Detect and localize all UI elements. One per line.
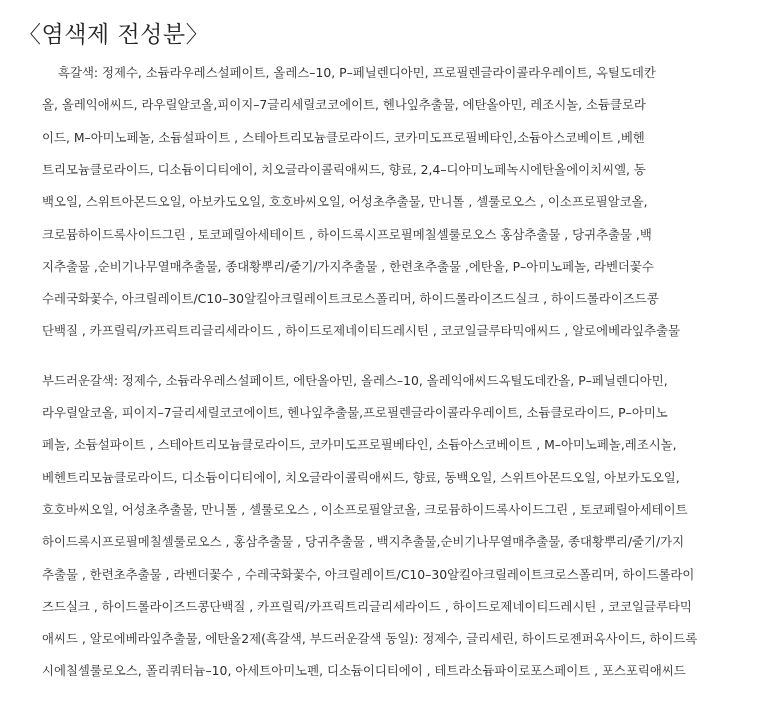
ingredient-line: 백오일, 스위트아몬드오일, 아보카도오일, 호호바씨오일, 어성초추출물, 만니톨 , 셀룰로오스 , 이소프로필알코올,: [42, 194, 648, 209]
ingredient-line: 추출물 , 한련초추출물 , 라벤더꽃수 , 수레국화꽃수, 아크릴레이트/C10–30알킬아크릴레이트크로스폴리머, 하이드롤라이: [42, 567, 695, 582]
ingredient-line: 지추출물 ,순비기나무열매추출물, 종대황뿌리/줄기/가지추출물 , 한련초추출물 ,에탄올, P–아미노페놀, 라벤더꽃수: [42, 259, 654, 274]
ingredient-line: 이드, M–아미노페놀, 소듐설파이트 , 스테아트리모늄클로라이드, 코카미도프로필베타인,소듐아스코베이트 ,베헨: [42, 130, 645, 145]
ingredient-line: 트리모늄클로라이드, 디소듐이디티에이, 치오글라이콜릭애씨드, 향료, 2,4–디아미노페녹시에탄올에이치씨엘, 동: [42, 162, 646, 177]
ingredient-line: 크로뮴하이드록사이드그린 , 토코페릴아세테이트 , 하이드록시프로필메칠셀룰로오스 홍삼추출물 , 당귀추출물 ,백: [42, 227, 652, 242]
ingredient-line: 즈드실크 , 하이드롤라이즈드콩단백질 , 카프릴릭/카프릭트리글리세라이드 , 하이드로제네이티드레시틴 , 코코일글루타믹: [42, 599, 692, 614]
ingredient-line: 수레국화꽃수, 아크릴레이트/C10–30알킬아크릴레이트크로스폴리머, 하이드롤라이즈드실크 , 하이드롤라이즈드콩: [42, 291, 659, 306]
ingredient-line: 올, 올레익애씨드, 라우릴알코올,피이지–7글리세릴코코에이트, 헨나잎추출물, 에탄올아민, 레조시놀, 소듐클로라: [42, 97, 646, 112]
page-title: 〈염색제 전성분〉: [18, 22, 210, 48]
ingredient-line: 호호바씨오일, 어성초추출물, 만니톨 , 셀룰로오스 , 이소프로필알코올, 크로뮴하이드록사이드그린 , 토코페릴아세테이트: [42, 502, 688, 517]
ingredient-line: 베헨트리모늄클로라이드, 디소듐이디티에이, 치오글라이콜릭애씨드, 향료, 동백오일, 스위트아몬드오일, 아보카도오일,: [42, 470, 680, 485]
ingredient-line: 라우릴알코올, 피이지–7글리세릴코코에이트, 헨나잎추출물,프로필렌글라이콜라우레이트, 소듐클로라이드, P–아미노: [42, 405, 668, 420]
ingredient-line: 시에칠셀룰로오스, 폴리쿼터늄–10, 아세트아미노펜, 디소듐이디티에이 , 테트라소듐파이로포스페이트 , 포스포릭애씨드: [42, 663, 686, 678]
ingredient-line: 부드러운갈색: 정제수, 소듐라우레스설페이트, 에탄올아민, 올레스–10, 올레익애씨드옥틸도데칸올, P–페닐렌디아민,: [42, 373, 668, 388]
ingredient-line: 하이드록시프로필메칠셀룰로오스 , 홍삼추출물 , 당귀추출물 , 백지추출물,순비기나무열매추출물, 종대황뿌리/줄기/가지: [42, 534, 685, 549]
ingredient-line: 흑갈색: 정제수, 소듐라우레스설페이트, 올레스–10, P–페닐렌디아민, 프로필렌글라이콜라우레이트, 옥틸도데칸: [58, 65, 656, 80]
ingredient-line: 페놀, 소듐설파이트 , 스테아트리모늄클로라이드, 코카미도프로필베타인, 소듐아스코베이트 , M–아미노페놀,레조시놀,: [42, 437, 677, 452]
ingredient-line: 단백질 , 카프릴릭/카프릭트리글리세라이드 , 하이드로제네이티드레시틴 , 코코일글루타믹애씨드 , 알로에베라잎추출물: [42, 323, 680, 338]
ingredient-line: 애씨드 , 알로에베라잎추출물, 에탄올2제(흑갈색, 부드러운갈색 동일): 정제수, 글리세린, 하이드로젠퍼옥사이드, 하이드록: [42, 631, 698, 646]
